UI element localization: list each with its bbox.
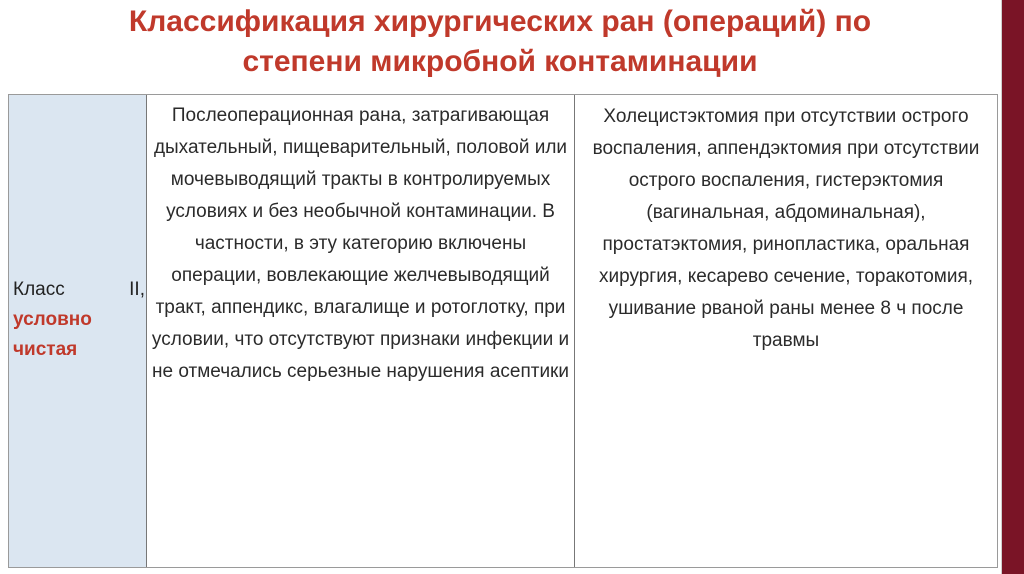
class-numeral: II, xyxy=(129,279,145,300)
description-text: Послеоперационная рана, затрагивающая дыхательный, пищеварительный, половой или мочевыводящий тракты в контролируемых условиях и без необычной контаминации. В частности, в эту категорию включены операции, вовлекающие желчевыводящий тракт, аппендикс, влагалище и ротоглотку, при условии, что отсутствуют признаки инфекции и не отмечались серьезные нарушения асептики xyxy=(151,105,570,382)
class-cell xyxy=(9,95,147,567)
slide-accent-bar xyxy=(1002,0,1024,574)
description-cell xyxy=(147,95,575,567)
slide-title xyxy=(0,2,1000,82)
class-line xyxy=(13,275,145,305)
title-line-2: степени микробной контаминации xyxy=(242,45,758,78)
examples-text: Холецистэктомия при отсутствии острого воспаления, аппендэктомия при отсутствии острого воспаления, гистерэктомия (вагинальная, абдоминальная), простатэктомия, ринопластика, оральная хирургия, кесарево сечение, торакотомия, ушивание рваной раны менее 8 ч после травмы xyxy=(592,106,980,351)
class-label xyxy=(13,275,145,365)
examples-cell xyxy=(575,95,997,567)
class-word: Класс xyxy=(13,279,65,300)
classification-table xyxy=(8,94,998,568)
class-category: условно чистая xyxy=(13,309,92,360)
title-line-1: Классификация хирургических ран (операций) по xyxy=(128,5,872,38)
